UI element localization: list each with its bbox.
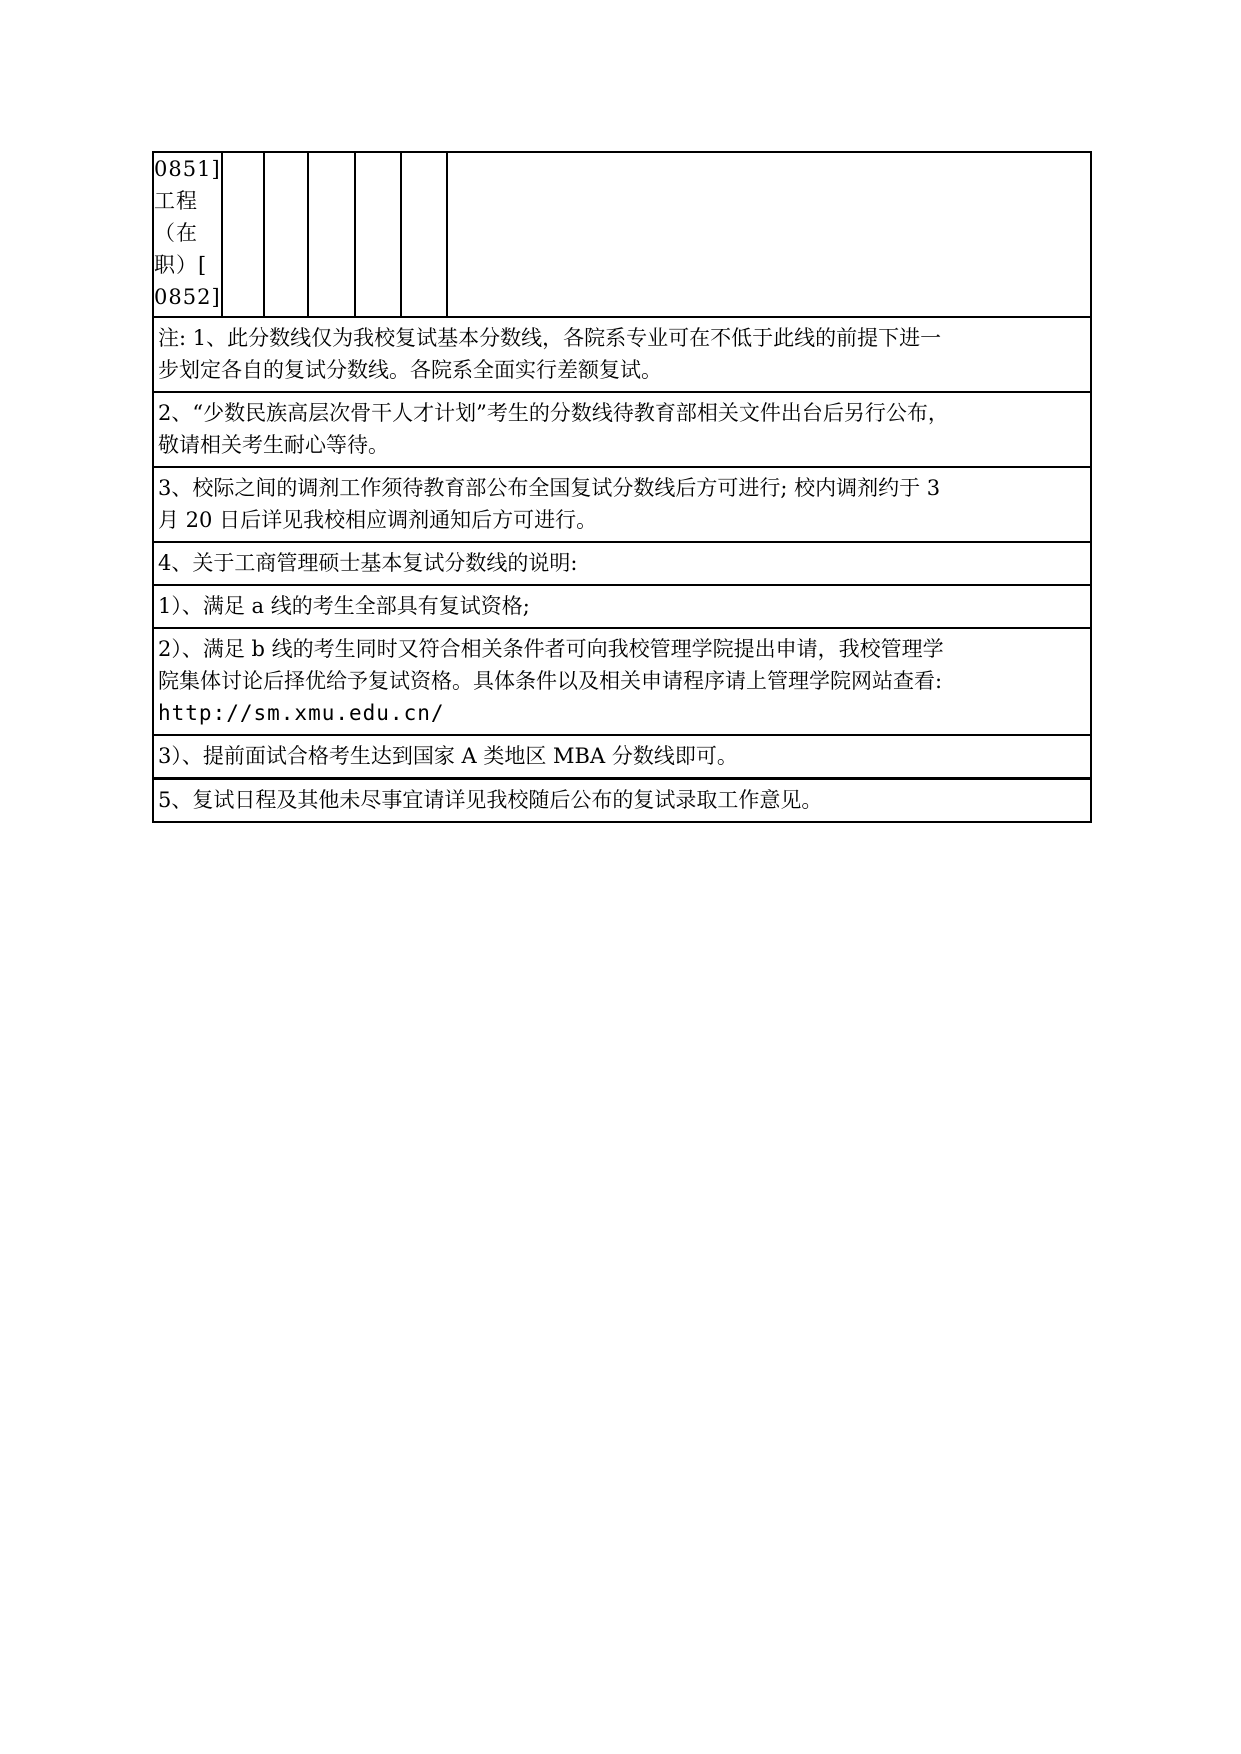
- note-line: 步划定各自的复试分数线。各院系全面实行差额复试。: [158, 358, 662, 382]
- note-line: 月 20 日后详见我校相应调剂通知后方可进行。: [158, 508, 598, 532]
- note-cell: [153, 779, 1091, 823]
- major-name-line: 职）[: [154, 253, 208, 277]
- note-line: 院集体讨论后择优给予复试资格。具体条件以及相关申请程序请上管理学院网站查看:: [158, 669, 943, 693]
- note-line: 敬请相关考生耐心等待。: [158, 433, 389, 457]
- note-line: 3）、提前面试合格考生达到国家 A 类地区 MBA 分数线即可。: [158, 744, 738, 768]
- note-line: 1）、满足 a 线的考生全部具有复试资格;: [158, 594, 530, 618]
- table-row: [153, 152, 1091, 317]
- note-cell: [153, 735, 1091, 779]
- empty-score-cell: [355, 152, 401, 317]
- major-name-line: 工程: [154, 189, 198, 213]
- major-name-line: 0852]: [154, 285, 221, 309]
- note-line: 3、校际之间的调剂工作须待教育部公布全国复试分数线后方可进行; 校内调剂约于 3: [158, 476, 941, 500]
- note-row: [153, 628, 1091, 735]
- note-line: 2）、满足 b 线的考生同时又符合相关条件者可向我校管理学院提出申请，我校管理学: [158, 637, 944, 661]
- note-cell: [153, 542, 1091, 585]
- note-row: [153, 779, 1091, 823]
- major-name-cell: [153, 152, 222, 317]
- empty-score-cell: [264, 152, 308, 317]
- management-school-url[interactable]: http://sm.xmu.edu.cn/: [158, 701, 445, 725]
- note-line: 注: 1、此分数线仅为我校复试基本分数线，各院系专业可在不低于此线的前提下进一: [158, 326, 942, 350]
- note-line: 2、“少数民族高层次骨干人才计划”考生的分数线待教育部相关文件出台后另行公布，: [158, 401, 949, 425]
- note-row: [153, 467, 1091, 542]
- major-name-line: 0851]: [154, 157, 221, 181]
- note-cell: [153, 585, 1091, 628]
- note-row: [153, 317, 1091, 392]
- note-row: [153, 585, 1091, 628]
- empty-remark-cell: [447, 152, 1091, 317]
- note-row: [153, 735, 1091, 779]
- note-cell: [153, 317, 1091, 392]
- empty-score-cell: [308, 152, 355, 317]
- note-cell: [153, 628, 1091, 735]
- empty-score-cell: [222, 152, 264, 317]
- note-line: 5、复试日程及其他未尽事宜请详见我校随后公布的复试录取工作意见。: [158, 788, 823, 812]
- major-name-line: （在: [154, 221, 198, 245]
- empty-score-cell: [401, 152, 447, 317]
- note-cell: [153, 467, 1091, 542]
- note-line: 4、关于工商管理硕士基本复试分数线的说明:: [158, 551, 578, 575]
- note-row: [153, 392, 1091, 467]
- note-row: [153, 542, 1091, 585]
- cutoff-table: [152, 151, 1092, 823]
- note-cell: [153, 392, 1091, 467]
